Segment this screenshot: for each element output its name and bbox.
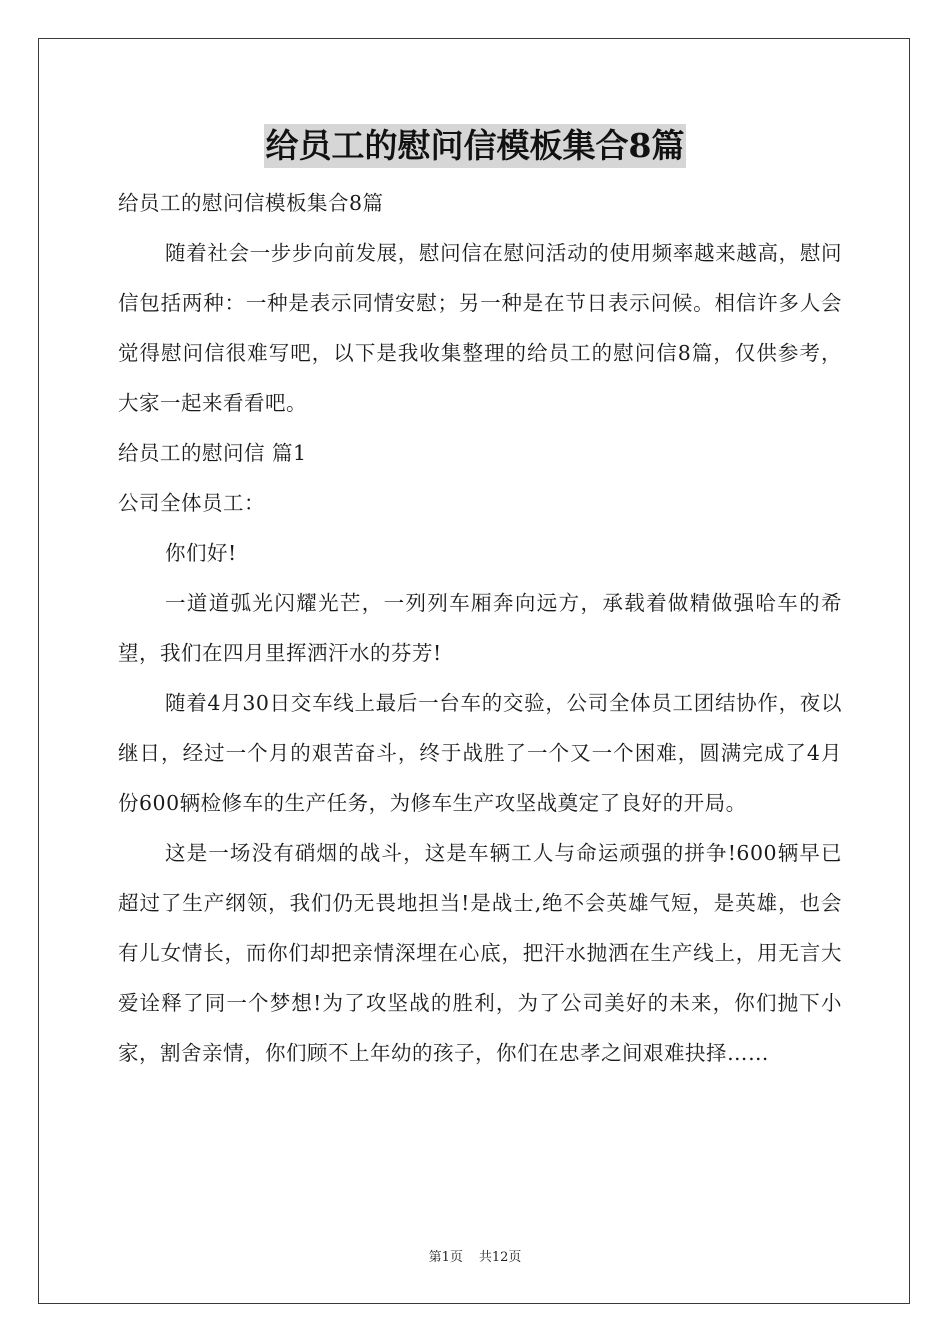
document-body [118, 178, 842, 1078]
section-heading: 给员工的慰问信 篇1 [118, 441, 307, 465]
document-title: 给员工的慰问信模板集合8篇 [264, 124, 687, 168]
body-paragraph: 这是一场没有硝烟的战斗，这是车辆工人与命运顽强的拼争!600辆早已超过了生产纲领，我们仍无畏地担当!是战士,绝不会英雄气短，是英雄，也会有儿女情长，而你们却把亲情深埋在心底，把汗水抛洒在生产线上，用无言大爱诠释了同一个梦想!为了攻坚战的胜利，为了公司美好的未来，你们抛下小家，割舍亲情，你们顾不上年幼的孩子，你们在忠孝之间艰难抉择…… [118, 841, 842, 1065]
salutation: 公司全体员工： [118, 491, 265, 515]
body-paragraph: 随着4月30日交车线上最后一台车的交验，公司全体员工团结协作，夜以继日，经过一个月的艰苦奋斗，终于战胜了一个又一个困难，圆满完成了4月份600辆检修车的生产任务，为修车生产攻坚战奠定了良好的开局。 [118, 691, 842, 815]
body-paragraph: 一道道弧光闪耀光芒，一列列车厢奔向远方，承载着做精做强哈车的希望，我们在四月里挥洒汗水的芬芳! [118, 591, 842, 665]
title-container [0, 124, 950, 168]
page-number-total: 共12页 [478, 1250, 522, 1265]
intro-paragraph: 随着社会一步步向前发展，慰问信在慰问活动的使用频率越来越高，慰问信包括两种：一种是表示同情安慰；另一种是在节日表示问候。相信许多人会觉得慰问信很难写吧，以下是我收集整理的给员工的慰问信8篇，仅供参考，大家一起来看看吧。 [118, 241, 842, 415]
page-number-current: 第1页 [428, 1250, 463, 1265]
subtitle-line: 给员工的慰问信模板集合8篇 [118, 191, 384, 215]
greeting: 你们好! [165, 541, 237, 565]
page-footer [0, 1246, 950, 1265]
